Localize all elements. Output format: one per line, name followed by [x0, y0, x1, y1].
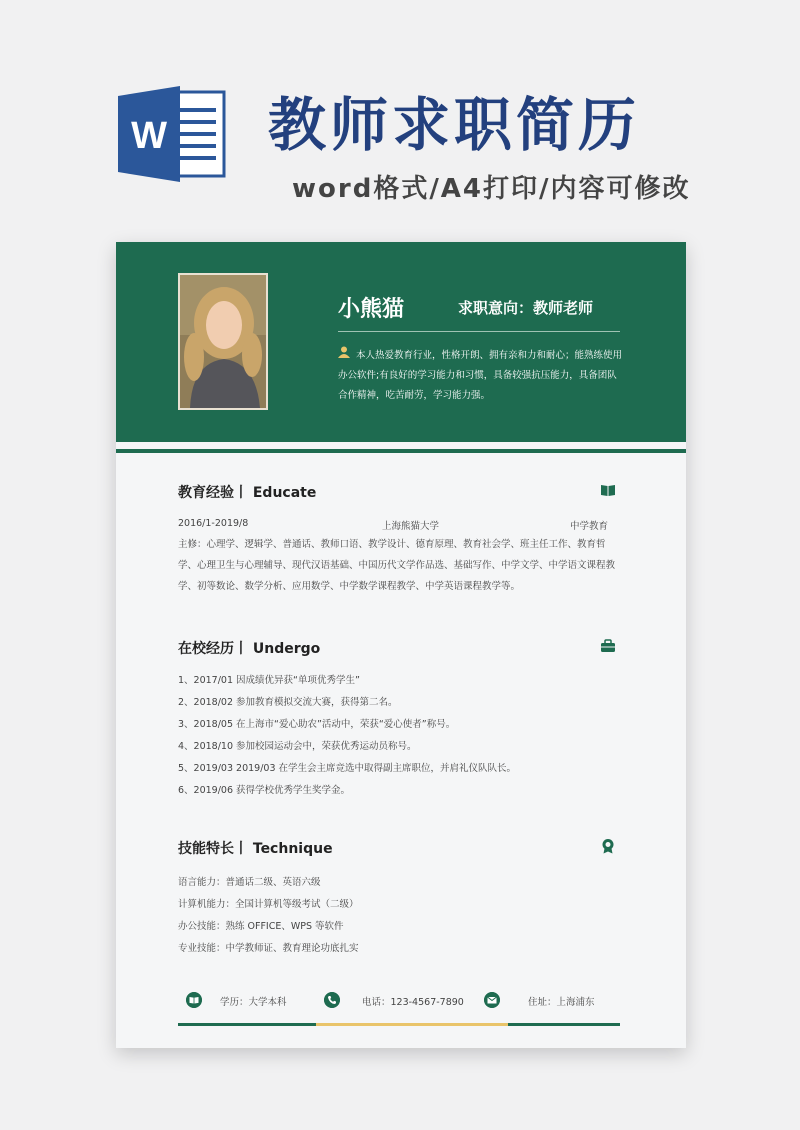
briefcase-icon	[600, 638, 616, 654]
profile-photo	[178, 273, 268, 410]
banner	[0, 0, 800, 230]
banner-subtitle: word格式/A4打印/内容可修改	[292, 174, 691, 204]
portrait-image	[180, 275, 266, 408]
skill-item: 办公技能：熟练 OFFICE、WPS 等软件	[178, 921, 344, 932]
footer-bar-yellow	[316, 1023, 508, 1026]
campus-item: 4、2018/10 参加校园运动会中，荣获优秀运动员称号。	[178, 741, 417, 752]
header-rule	[338, 331, 620, 332]
envelope-icon	[484, 992, 500, 1008]
education-degree: 中学教育	[570, 521, 609, 532]
campus-item: 1、2017/01 因成绩优异获“单项优秀学生”	[178, 675, 360, 686]
education-courses: 主修：心理学、逻辑学、普通话、教师口语、教学设计、德育原理、教育社会学、班主任工作、教育哲学、心理卫生与心理辅导、现代汉语基础、中国历代文学作品选、基础写作、中学文学、中学语文课程教学、初等数论、数学分析、应用数学、中学数学课程教学、中学英语课程教学等。	[178, 539, 616, 592]
word-logo-icon	[118, 84, 228, 184]
education-icon	[186, 992, 202, 1008]
phone-icon	[324, 992, 340, 1008]
candidate-name: 小熊猫	[338, 297, 405, 322]
footer-bar-green-right	[508, 1023, 620, 1026]
campus-section-title: 在校经历丨 Undergo	[178, 641, 321, 657]
campus-item: 6、2019/06 获得学校优秀学生奖学金。	[178, 785, 351, 796]
resume-page	[116, 242, 686, 1048]
skill-item: 专业技能：中学教师证、教育理论功底扎实	[178, 943, 359, 954]
footer-phone: 电话：123-4567-7890	[362, 997, 464, 1008]
award-icon	[600, 838, 616, 854]
education-period: 2016/1-2019/8	[178, 518, 249, 529]
footer-bar-green	[178, 1023, 316, 1026]
skills-section-title: 技能特长丨 Technique	[178, 841, 333, 857]
footer-education: 学历：大学本科	[220, 997, 287, 1008]
book-icon	[600, 482, 616, 498]
education-school: 上海熊猫大学	[382, 521, 440, 532]
education-section-title: 教育经验丨 Educate	[178, 485, 317, 501]
skill-item: 计算机能力：全国计算机等级考试（二级）	[178, 899, 359, 910]
job-intent: 求职意向：教师老师	[458, 299, 594, 317]
header-divider	[116, 449, 686, 453]
skill-item: 语言能力：普通话二级、英语六级	[178, 877, 321, 888]
footer-address: 住址：上海浦东	[528, 997, 595, 1008]
campus-item: 2、2018/02 参加教育模拟交流大赛，获得第二名。	[178, 697, 398, 708]
svg-text:W: W	[131, 115, 167, 157]
self-introduction: 本人热爱教育行业，性格开朗、拥有亲和力和耐心；能熟练使用办公软件;有良好的学习能力和习惯，具备较强抗压能力，具备团队合作精神，吃苦耐劳，学习能力强。	[338, 350, 623, 401]
campus-item: 5、2019/03 2019/03 在学生会主席竞选中取得副主席职位，并肩礼仪队队长。	[178, 763, 517, 774]
campus-item: 3、2018/05 在上海市“爱心助农”活动中，荣获“爱心使者”称号。	[178, 719, 456, 730]
banner-title: 教师求职简历	[268, 91, 641, 159]
